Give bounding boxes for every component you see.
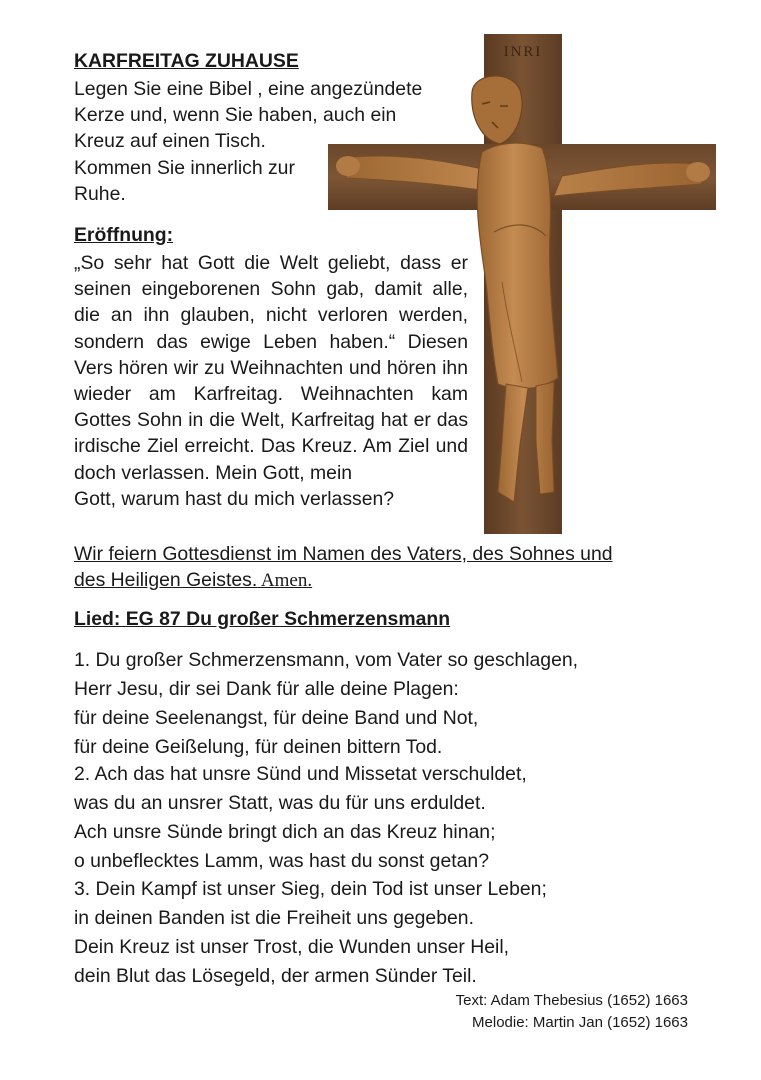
intro-line: Kerze und, wenn Sie haben, auch ein <box>74 104 397 127</box>
verse-line: o unbeflecktes Lamm, was hast du sonst getan? <box>74 850 489 872</box>
opening-line: er seinen eingeborenen Sohn gab, damit <box>74 252 468 301</box>
opening-paragraph <box>74 250 468 486</box>
blessing-line <box>74 567 714 594</box>
song-verse-1 <box>74 646 578 762</box>
cross-inscription: INRI <box>503 44 543 60</box>
opening-line: werden, sondern das ewige Leben <box>74 304 468 353</box>
opening-heading: Eröffnung: <box>74 224 174 246</box>
verse-line: Dein Kreuz ist unser Trost, die Wunden unser Heil, <box>74 936 510 958</box>
blessing-line: Wir feiern Gottesdienst im Namen des Vaters, des Sohnes und <box>74 543 613 565</box>
opening-line: haben.“ Diesen Vers hören wir zu <box>74 330 468 379</box>
opening-line: Sohn in die Welt, Karfreitag hat er das <box>137 409 469 432</box>
verse-line: dein Blut das Lösegeld, der armen Sünder Teil. <box>74 965 477 987</box>
verse-line: 3. Dein Kampf ist unser Sieg, dein Tod ist unser Leben; <box>74 878 547 900</box>
verse-line: 1. Du großer Schmerzensmann, vom Vater so geschlagen, <box>74 649 579 671</box>
blessing-line-text: des Heiligen Geistes. <box>74 569 258 592</box>
verse-line: Herr Jesu, dir sei Dank für alle deine Plagen: <box>74 678 459 700</box>
opening-line: alle, die an ihn glauben, nicht verloren <box>74 278 468 327</box>
page-title: KARFREITAG ZUHAUSE <box>74 50 299 72</box>
opening-line: und doch verlassen. Mein Gott, mein <box>74 435 468 484</box>
intro-line: Kreuz auf einen Tisch. <box>74 130 266 153</box>
text-credit: Text: Adam Thebesius (1652) 1663 <box>455 992 688 1009</box>
verse-line: in deinen Banden ist die Freiheit uns gegeben. <box>74 907 474 929</box>
opening-last-line: Gott, warum hast du mich verlassen? <box>74 487 395 510</box>
verse-line: Ach unsre Sünde bringt dich an das Kreuz hinan; <box>74 821 496 843</box>
blessing-text <box>74 541 714 594</box>
verse-line: 2. Ach das hat unsre Sünd und Missetat verschuldet, <box>74 763 527 785</box>
song-verse-2 <box>74 760 527 876</box>
melody-credit: Melodie: Martin Jan (1652) 1663 <box>472 1014 688 1031</box>
verse-line: für deine Seelenangst, für deine Band und Not, <box>74 707 479 729</box>
opening-line: Karfreitag. Weihnachten kam Gottes <box>74 383 468 432</box>
intro-line: Legen Sie eine Bibel , eine angezündete <box>74 78 423 100</box>
opening-line: „So sehr hat Gott die Welt geliebt, dass <box>74 252 442 274</box>
opening-line: irdische Ziel erreicht. Das Kreuz. Am Ziel <box>74 435 430 458</box>
verse-line: was du an unsrer Statt, was du für uns erduldet. <box>74 792 486 814</box>
intro-line: Ruhe. <box>74 182 126 205</box>
intro-text <box>74 76 422 207</box>
verse-line: für deine Geißelung, für deinen bittern Tod. <box>74 736 443 758</box>
intro-line: Kommen Sie innerlich zur <box>74 156 295 179</box>
opening-text <box>74 250 468 512</box>
opening-line: Weihnachten und hören ihn wieder am <box>74 356 468 406</box>
amen-text: Amen. <box>257 570 313 592</box>
song-heading: Lied: EG 87 Du großer Schmerzensmann <box>74 608 451 630</box>
song-verse-3 <box>74 875 547 991</box>
